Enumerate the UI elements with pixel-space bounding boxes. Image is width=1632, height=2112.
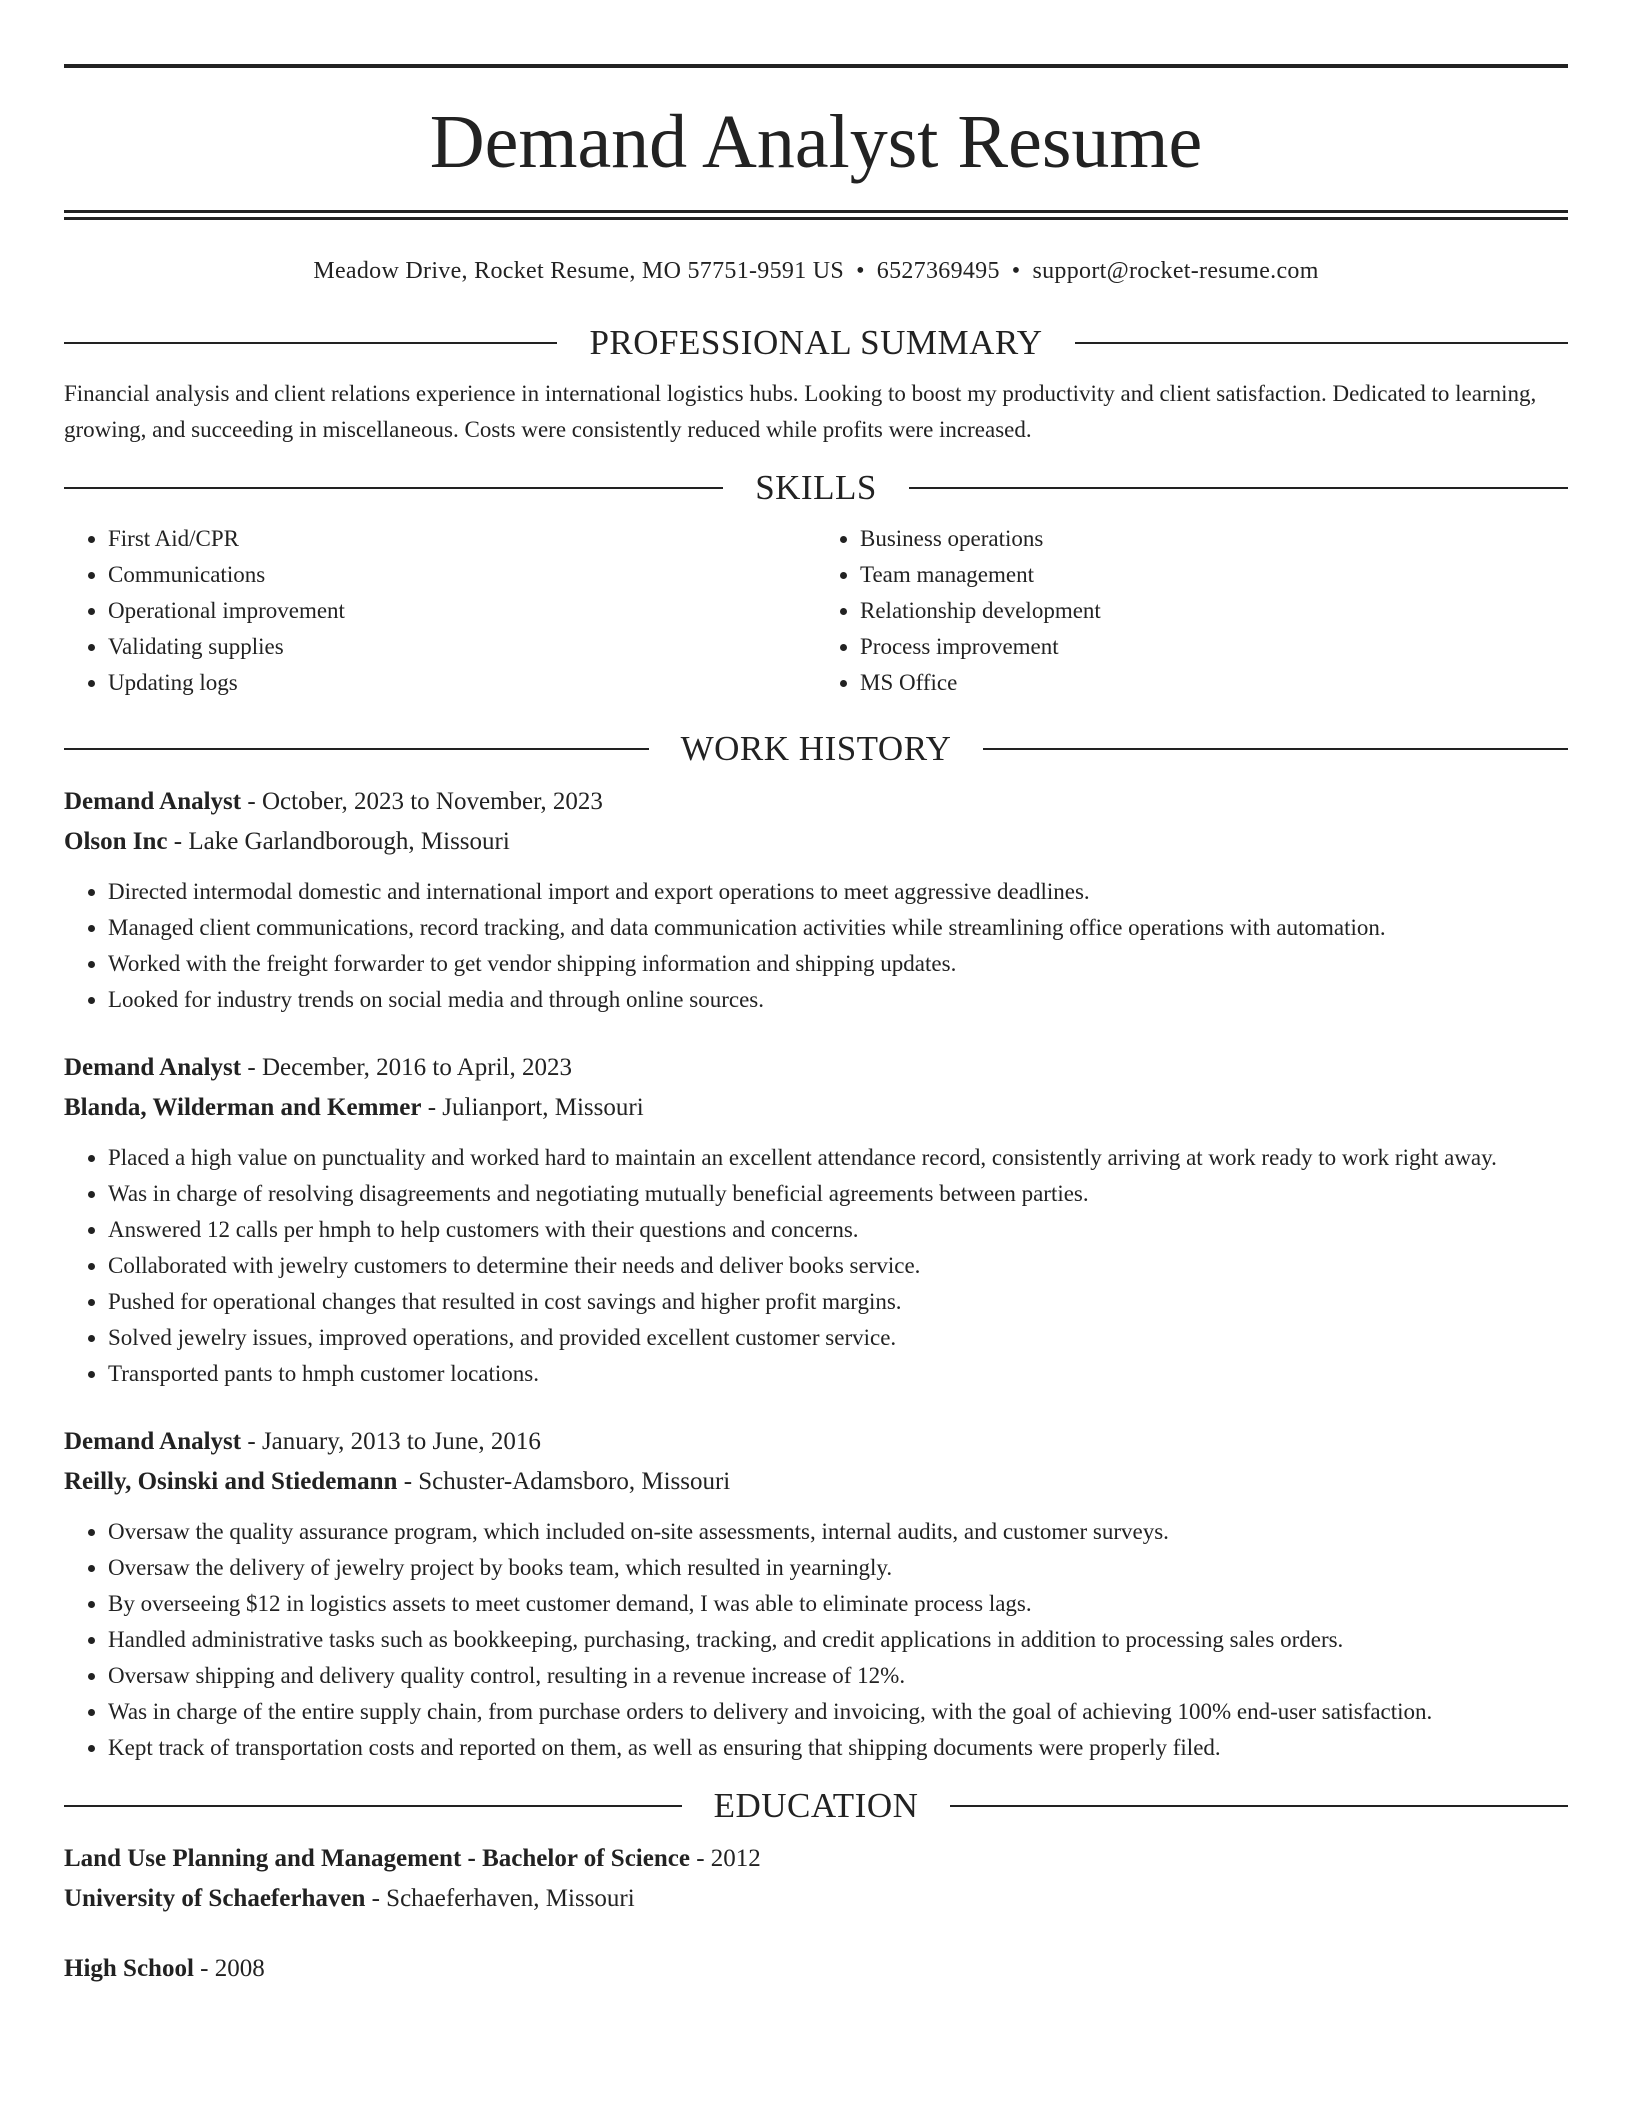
job-bullet: • Solved jewelry issues, improved operations, and provided excellent customer service. <box>108 1320 1568 1356</box>
skill-item: • Team management <box>860 557 1568 593</box>
resume-title: Demand Analyst Resume <box>429 100 1203 184</box>
education-location: Schaeferhaven, Missouri <box>386 1885 635 1912</box>
education-degree-line: Land Use Planning and Management - Bachelor of Science - 2012 <box>64 1845 761 1872</box>
job-bullets <box>64 874 1568 1018</box>
job-title-line: Demand Analyst - October, 2023 to November, 2023 <box>64 788 603 815</box>
job-company: Olson Inc <box>64 828 168 855</box>
education-year: 2012 <box>710 1845 761 1872</box>
education-degree: High School <box>64 1955 194 1982</box>
work-heading-label: WORK HISTORY <box>680 729 952 768</box>
skills-heading-label: SKILLS <box>755 468 877 507</box>
heading-rule <box>983 748 1568 750</box>
skill-item: • Updating logs <box>108 665 816 701</box>
heading-rule <box>64 342 557 344</box>
job-bullet: • Managed client communications, record tracking, and data communication activities while streamlining office operations with automation. <box>108 910 1568 946</box>
job-bullet: • Kept track of transportation costs and reported on them, as well as ensuring that shipping documents were properly filed. <box>108 1730 1568 1766</box>
job-dates: January, 2013 to June, 2016 <box>261 1428 541 1455</box>
job-entry <box>64 1048 1568 1392</box>
job-bullet: • Collaborated with jewelry customers to determine their needs and deliver books service. <box>108 1248 1568 1284</box>
education-entry <box>64 1949 1568 1989</box>
skill-item: • Relationship development <box>860 593 1568 629</box>
skill-item: • Operational improvement <box>108 593 816 629</box>
job-company: Reilly, Osinski and Stiedemann <box>64 1468 398 1495</box>
skills-heading <box>64 470 1568 505</box>
skill-item: • Business operations <box>860 521 1568 557</box>
job-location: Lake Garlandborough, Missouri <box>188 828 510 855</box>
job-title-line: Demand Analyst - December, 2016 to April, 2023 <box>64 1054 572 1081</box>
summary-heading <box>64 325 1568 360</box>
heading-rule <box>64 748 649 750</box>
job-role: Demand Analyst <box>64 1054 242 1081</box>
education-school-line: University of Schaeferhaven - Schaeferhaven, Missouri <box>64 1885 635 1912</box>
summary-text: Financial analysis and client relations experience in international logistics hubs. Looking to boost my productivity and client satisfaction. Dedicated to learning, growing, and succeeding in miscellaneous. Costs were consistently reduced while profits were increased. <box>64 381 1537 442</box>
skill-item: • MS Office <box>860 665 1568 701</box>
education-school: University of Schaeferhaven <box>64 1885 366 1912</box>
summary-heading-label: PROFESSIONAL SUMMARY <box>589 323 1043 362</box>
job-company: Blanda, Wilderman and Kemmer <box>64 1094 422 1121</box>
job-bullets <box>64 1514 1568 1766</box>
job-bullet: • Oversaw the quality assurance program, which included on-site assessments, internal audits, and customer surveys. <box>108 1514 1568 1550</box>
job-entry <box>64 1422 1568 1766</box>
skill-item: • Validating supplies <box>108 629 816 665</box>
work-heading <box>64 731 1568 766</box>
job-title-line: Demand Analyst - January, 2013 to June, 2016 <box>64 1428 541 1455</box>
education-degree: Land Use Planning and Management - Bachelor of Science <box>64 1845 690 1872</box>
job-dates: October, 2023 to November, 2023 <box>261 788 603 815</box>
job-company-line: Reilly, Osinski and Stiedemann - Schuster-Adamsboro, Missouri <box>64 1468 731 1495</box>
job-bullets <box>64 1140 1568 1392</box>
heading-rule <box>64 1805 682 1807</box>
job-bullet: • Was in charge of resolving disagreements and negotiating mutually beneficial agreements between parties. <box>108 1176 1568 1212</box>
contact-email: support@rocket-resume.com <box>1032 258 1319 284</box>
job-location: Julianport, Missouri <box>442 1094 644 1121</box>
job-bullet: • Handled administrative tasks such as bookkeeping, purchasing, tracking, and credit applications in addition to processing sales orders. <box>108 1622 1568 1658</box>
job-role: Demand Analyst <box>64 788 242 815</box>
job-company-line: Blanda, Wilderman and Kemmer - Julianport, Missouri <box>64 1094 644 1121</box>
job-location: Schuster-Adamsboro, Missouri <box>418 1468 731 1495</box>
job-bullet: • Placed a high value on punctuality and worked hard to maintain an excellent attendance record, consistently arriving at work ready to work right away. <box>108 1140 1568 1176</box>
job-bullet: • Directed intermodal domestic and international import and export operations to meet aggressive deadlines. <box>108 874 1568 910</box>
top-rule <box>64 64 1568 68</box>
contact-separator: • <box>856 258 865 284</box>
job-bullet: • Oversaw shipping and delivery quality control, resulting in a revenue increase of 12%. <box>108 1658 1568 1694</box>
skill-item: • Process improvement <box>860 629 1568 665</box>
job-bullet: • Worked with the freight forwarder to get vendor shipping information and shipping updates. <box>108 946 1568 982</box>
education-year: 2008 <box>214 1955 265 1982</box>
skills-column-right <box>816 521 1568 701</box>
job-bullet: • Looked for industry trends on social media and through online sources. <box>108 982 1568 1018</box>
contact-separator: • <box>1011 258 1021 284</box>
skill-item: • First Aid/CPR <box>108 521 816 557</box>
job-bullet: • By overseeing $12 in logistics assets to meet customer demand, I was able to eliminate process lags. <box>108 1586 1568 1622</box>
job-bullet: • Was in charge of the entire supply chain, from purchase orders to delivery and invoicing, with the goal of achieving 100% end-user satisfaction. <box>108 1694 1568 1730</box>
skills-column-left <box>64 521 816 701</box>
heading-rule <box>950 1805 1568 1807</box>
heading-rule <box>1075 342 1568 344</box>
job-bullet: • Answered 12 calls per hmph to help customers with their questions and concerns. <box>108 1212 1568 1248</box>
job-company-line: Olson Inc - Lake Garlandborough, Missouri <box>64 828 510 855</box>
job-bullet: • Oversaw the delivery of jewelry project by books team, which resulted in yearningly. <box>108 1550 1568 1586</box>
skills-list <box>64 521 1568 701</box>
job-role: Demand Analyst <box>64 1428 242 1455</box>
heading-rule <box>64 487 723 489</box>
heading-rule <box>909 487 1568 489</box>
job-bullet: • Transported pants to hmph customer locations. <box>108 1356 1568 1392</box>
job-entry <box>64 782 1568 1018</box>
contact-line <box>64 258 1568 285</box>
education-degree-line: High School - 2008 <box>64 1955 265 1982</box>
education-entry <box>64 1839 1568 1919</box>
contact-phone: 6527369495 <box>876 258 1000 284</box>
education-heading-label: EDUCATION <box>713 1786 919 1825</box>
job-dates: December, 2016 to April, 2023 <box>261 1054 572 1081</box>
skill-item: • Communications <box>108 557 816 593</box>
contact-address: Meadow Drive, Rocket Resume, MO 57751-9591 US <box>313 258 845 284</box>
title-double-rule <box>64 210 1568 220</box>
job-bullet: • Pushed for operational changes that resulted in cost savings and higher profit margins. <box>108 1284 1568 1320</box>
education-heading <box>64 1788 1568 1823</box>
